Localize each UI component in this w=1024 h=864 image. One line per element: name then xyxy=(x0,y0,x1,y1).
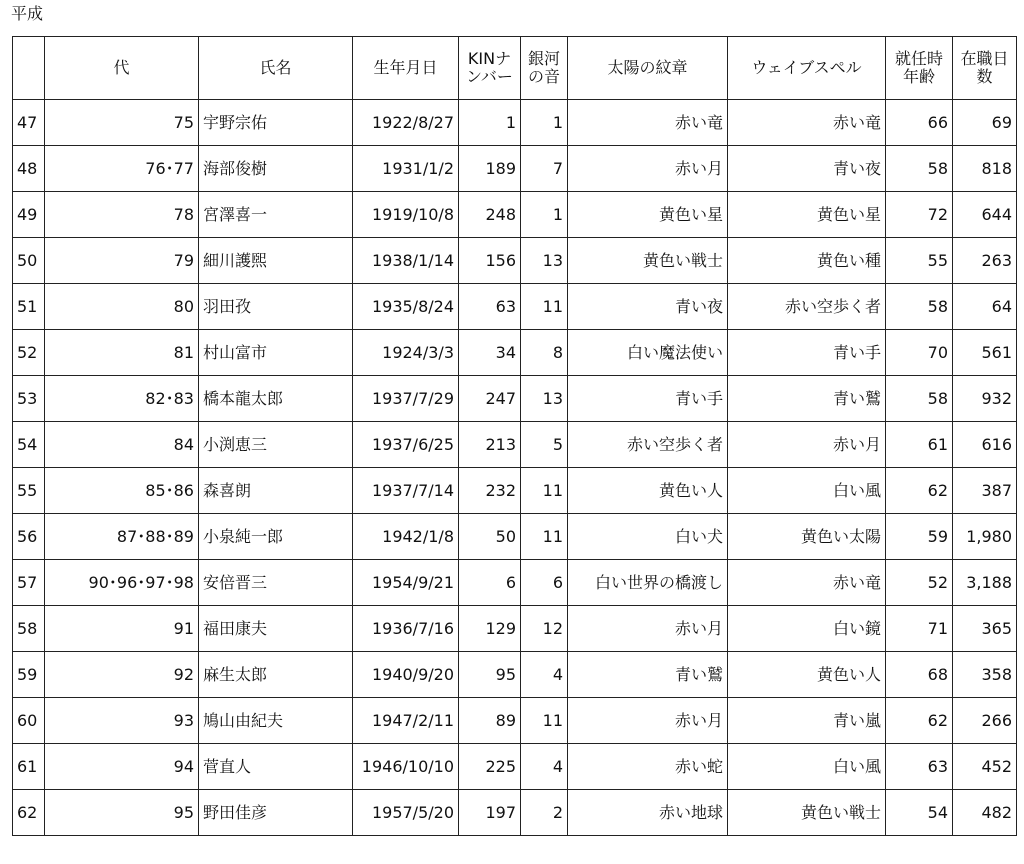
cell-solar-seal: 青い鷲 xyxy=(568,652,728,698)
cell-birthdate: 1937/6/25 xyxy=(353,422,459,468)
cell-birthdate: 1935/8/24 xyxy=(353,284,459,330)
cell-generation: 91 xyxy=(45,606,199,652)
cell-galactic-tone: 5 xyxy=(521,422,568,468)
cell-days-in-office: 482 xyxy=(953,790,1017,836)
cell-galactic-tone: 11 xyxy=(521,698,568,744)
cell-galactic-tone: 2 xyxy=(521,790,568,836)
table-row xyxy=(13,376,1017,422)
cell-days-in-office: 452 xyxy=(953,744,1017,790)
cell-galactic-tone: 4 xyxy=(521,744,568,790)
cell-age-at-appointment: 68 xyxy=(886,652,953,698)
cell-generation: 85･86 xyxy=(45,468,199,514)
cell-no: 58 xyxy=(13,606,45,652)
cell-birthdate: 1940/9/20 xyxy=(353,652,459,698)
cell-kin-number: 225 xyxy=(459,744,521,790)
cell-galactic-tone: 11 xyxy=(521,514,568,560)
cell-name: 小泉純一郎 xyxy=(199,514,353,560)
header-galactic-tone: 銀河の音 xyxy=(521,37,568,100)
cell-generation: 78 xyxy=(45,192,199,238)
cell-name: 小渕恵三 xyxy=(199,422,353,468)
cell-generation: 75 xyxy=(45,100,199,146)
cell-wavespell: 黄色い星 xyxy=(728,192,886,238)
cell-kin-number: 197 xyxy=(459,790,521,836)
cell-wavespell: 青い手 xyxy=(728,330,886,376)
cell-wavespell: 黄色い種 xyxy=(728,238,886,284)
header-name: 氏名 xyxy=(199,37,353,100)
cell-name: 村山富市 xyxy=(199,330,353,376)
cell-wavespell: 赤い空歩く者 xyxy=(728,284,886,330)
cell-no: 60 xyxy=(13,698,45,744)
cell-generation: 80 xyxy=(45,284,199,330)
cell-birthdate: 1954/9/21 xyxy=(353,560,459,606)
table-row xyxy=(13,790,1017,836)
header-row xyxy=(13,37,1017,100)
cell-birthdate: 1947/2/11 xyxy=(353,698,459,744)
cell-no: 50 xyxy=(13,238,45,284)
table-row xyxy=(13,606,1017,652)
cell-kin-number: 129 xyxy=(459,606,521,652)
header-days-in-office: 在職日数 xyxy=(953,37,1017,100)
cell-solar-seal: 赤い地球 xyxy=(568,790,728,836)
cell-no: 59 xyxy=(13,652,45,698)
header-no xyxy=(13,37,45,100)
cell-galactic-tone: 12 xyxy=(521,606,568,652)
cell-kin-number: 95 xyxy=(459,652,521,698)
cell-no: 52 xyxy=(13,330,45,376)
cell-solar-seal: 赤い月 xyxy=(568,698,728,744)
cell-solar-seal: 赤い竜 xyxy=(568,100,728,146)
header-birthdate: 生年月日 xyxy=(353,37,459,100)
cell-galactic-tone: 1 xyxy=(521,192,568,238)
cell-name: 羽田孜 xyxy=(199,284,353,330)
cell-days-in-office: 263 xyxy=(953,238,1017,284)
cell-days-in-office: 365 xyxy=(953,606,1017,652)
cell-age-at-appointment: 61 xyxy=(886,422,953,468)
cell-kin-number: 6 xyxy=(459,560,521,606)
cell-birthdate: 1942/1/8 xyxy=(353,514,459,560)
cell-solar-seal: 黄色い戦士 xyxy=(568,238,728,284)
table-row xyxy=(13,100,1017,146)
cell-age-at-appointment: 62 xyxy=(886,468,953,514)
cell-wavespell: 青い嵐 xyxy=(728,698,886,744)
table-row xyxy=(13,284,1017,330)
cell-name: 橋本龍太郎 xyxy=(199,376,353,422)
cell-days-in-office: 561 xyxy=(953,330,1017,376)
cell-wavespell: 赤い竜 xyxy=(728,100,886,146)
cell-generation: 92 xyxy=(45,652,199,698)
cell-age-at-appointment: 55 xyxy=(886,238,953,284)
cell-galactic-tone: 11 xyxy=(521,468,568,514)
cell-wavespell: 赤い竜 xyxy=(728,560,886,606)
cell-kin-number: 189 xyxy=(459,146,521,192)
cell-days-in-office: 644 xyxy=(953,192,1017,238)
cell-birthdate: 1938/1/14 xyxy=(353,238,459,284)
header-age-at-appointment: 就任時年齢 xyxy=(886,37,953,100)
cell-days-in-office: 387 xyxy=(953,468,1017,514)
cell-solar-seal: 赤い空歩く者 xyxy=(568,422,728,468)
cell-generation: 95 xyxy=(45,790,199,836)
cell-generation: 82･83 xyxy=(45,376,199,422)
cell-birthdate: 1919/10/8 xyxy=(353,192,459,238)
cell-galactic-tone: 4 xyxy=(521,652,568,698)
table-row xyxy=(13,652,1017,698)
cell-no: 57 xyxy=(13,560,45,606)
cell-name: 福田康夫 xyxy=(199,606,353,652)
cell-days-in-office: 1,980 xyxy=(953,514,1017,560)
cell-kin-number: 34 xyxy=(459,330,521,376)
cell-age-at-appointment: 59 xyxy=(886,514,953,560)
cell-age-at-appointment: 54 xyxy=(886,790,953,836)
cell-birthdate: 1936/7/16 xyxy=(353,606,459,652)
header-generation: 代 xyxy=(45,37,199,100)
cell-no: 54 xyxy=(13,422,45,468)
cell-generation: 79 xyxy=(45,238,199,284)
cell-no: 49 xyxy=(13,192,45,238)
cell-name: 宇野宗佑 xyxy=(199,100,353,146)
cell-days-in-office: 818 xyxy=(953,146,1017,192)
cell-kin-number: 248 xyxy=(459,192,521,238)
cell-generation: 90･96･97･98 xyxy=(45,560,199,606)
cell-name: 野田佳彦 xyxy=(199,790,353,836)
cell-kin-number: 63 xyxy=(459,284,521,330)
cell-name: 細川護煕 xyxy=(199,238,353,284)
cell-name: 宮澤喜一 xyxy=(199,192,353,238)
cell-solar-seal: 赤い月 xyxy=(568,606,728,652)
cell-birthdate: 1946/10/10 xyxy=(353,744,459,790)
cell-solar-seal: 青い夜 xyxy=(568,284,728,330)
cell-birthdate: 1931/1/2 xyxy=(353,146,459,192)
table-body xyxy=(13,100,1017,836)
cell-solar-seal: 黄色い人 xyxy=(568,468,728,514)
cell-kin-number: 213 xyxy=(459,422,521,468)
cell-name: 麻生太郎 xyxy=(199,652,353,698)
cell-name: 菅直人 xyxy=(199,744,353,790)
table-row xyxy=(13,468,1017,514)
cell-no: 56 xyxy=(13,514,45,560)
cell-galactic-tone: 7 xyxy=(521,146,568,192)
cell-wavespell: 白い風 xyxy=(728,744,886,790)
cell-wavespell: 白い鏡 xyxy=(728,606,886,652)
cell-generation: 84 xyxy=(45,422,199,468)
cell-solar-seal: 赤い月 xyxy=(568,146,728,192)
cell-solar-seal: 白い魔法使い xyxy=(568,330,728,376)
cell-name: 安倍晋三 xyxy=(199,560,353,606)
header-solar-seal: 太陽の紋章 xyxy=(568,37,728,100)
cell-kin-number: 247 xyxy=(459,376,521,422)
cell-no: 61 xyxy=(13,744,45,790)
table-row xyxy=(13,744,1017,790)
table-row xyxy=(13,192,1017,238)
cell-birthdate: 1924/3/3 xyxy=(353,330,459,376)
cell-age-at-appointment: 58 xyxy=(886,284,953,330)
cell-days-in-office: 266 xyxy=(953,698,1017,744)
cell-name: 鳩山由紀夫 xyxy=(199,698,353,744)
cell-kin-number: 232 xyxy=(459,468,521,514)
cell-days-in-office: 3,188 xyxy=(953,560,1017,606)
cell-galactic-tone: 6 xyxy=(521,560,568,606)
cell-days-in-office: 69 xyxy=(953,100,1017,146)
table-row xyxy=(13,146,1017,192)
cell-solar-seal: 黄色い星 xyxy=(568,192,728,238)
cell-days-in-office: 64 xyxy=(953,284,1017,330)
cell-wavespell: 青い鷲 xyxy=(728,376,886,422)
cell-birthdate: 1957/5/20 xyxy=(353,790,459,836)
table-row xyxy=(13,330,1017,376)
cell-no: 62 xyxy=(13,790,45,836)
cell-age-at-appointment: 71 xyxy=(886,606,953,652)
cell-wavespell: 黄色い戦士 xyxy=(728,790,886,836)
header-kin-number: KINナンバー xyxy=(459,37,521,100)
cell-galactic-tone: 11 xyxy=(521,284,568,330)
cell-solar-seal: 白い犬 xyxy=(568,514,728,560)
cell-galactic-tone: 1 xyxy=(521,100,568,146)
cell-age-at-appointment: 58 xyxy=(886,146,953,192)
table-row xyxy=(13,422,1017,468)
cell-no: 53 xyxy=(13,376,45,422)
cell-wavespell: 赤い月 xyxy=(728,422,886,468)
cell-kin-number: 1 xyxy=(459,100,521,146)
cell-age-at-appointment: 52 xyxy=(886,560,953,606)
cell-generation: 94 xyxy=(45,744,199,790)
cell-no: 55 xyxy=(13,468,45,514)
cell-birthdate: 1937/7/29 xyxy=(353,376,459,422)
cell-generation: 76･77 xyxy=(45,146,199,192)
cell-age-at-appointment: 72 xyxy=(886,192,953,238)
cell-birthdate: 1937/7/14 xyxy=(353,468,459,514)
cell-solar-seal: 青い手 xyxy=(568,376,728,422)
cell-name: 海部俊樹 xyxy=(199,146,353,192)
cell-wavespell: 黄色い太陽 xyxy=(728,514,886,560)
cell-age-at-appointment: 58 xyxy=(886,376,953,422)
cell-birthdate: 1922/8/27 xyxy=(353,100,459,146)
cell-days-in-office: 616 xyxy=(953,422,1017,468)
cell-age-at-appointment: 70 xyxy=(886,330,953,376)
cell-wavespell: 黄色い人 xyxy=(728,652,886,698)
cell-generation: 93 xyxy=(45,698,199,744)
cell-kin-number: 89 xyxy=(459,698,521,744)
prime-minister-table xyxy=(12,36,1017,836)
cell-age-at-appointment: 66 xyxy=(886,100,953,146)
table-row xyxy=(13,560,1017,606)
table-row xyxy=(13,698,1017,744)
cell-galactic-tone: 13 xyxy=(521,238,568,284)
cell-wavespell: 白い風 xyxy=(728,468,886,514)
cell-no: 48 xyxy=(13,146,45,192)
cell-no: 47 xyxy=(13,100,45,146)
cell-galactic-tone: 13 xyxy=(521,376,568,422)
cell-kin-number: 156 xyxy=(459,238,521,284)
cell-generation: 87･88･89 xyxy=(45,514,199,560)
table-row xyxy=(13,514,1017,560)
cell-age-at-appointment: 62 xyxy=(886,698,953,744)
cell-solar-seal: 白い世界の橋渡し xyxy=(568,560,728,606)
table-row xyxy=(13,238,1017,284)
cell-wavespell: 青い夜 xyxy=(728,146,886,192)
cell-days-in-office: 932 xyxy=(953,376,1017,422)
era-title: 平成 xyxy=(11,4,44,23)
cell-age-at-appointment: 63 xyxy=(886,744,953,790)
cell-name: 森喜朗 xyxy=(199,468,353,514)
header-wavespell: ウェイブスペル xyxy=(728,37,886,100)
cell-kin-number: 50 xyxy=(459,514,521,560)
cell-no: 51 xyxy=(13,284,45,330)
cell-solar-seal: 赤い蛇 xyxy=(568,744,728,790)
cell-generation: 81 xyxy=(45,330,199,376)
cell-galactic-tone: 8 xyxy=(521,330,568,376)
cell-days-in-office: 358 xyxy=(953,652,1017,698)
